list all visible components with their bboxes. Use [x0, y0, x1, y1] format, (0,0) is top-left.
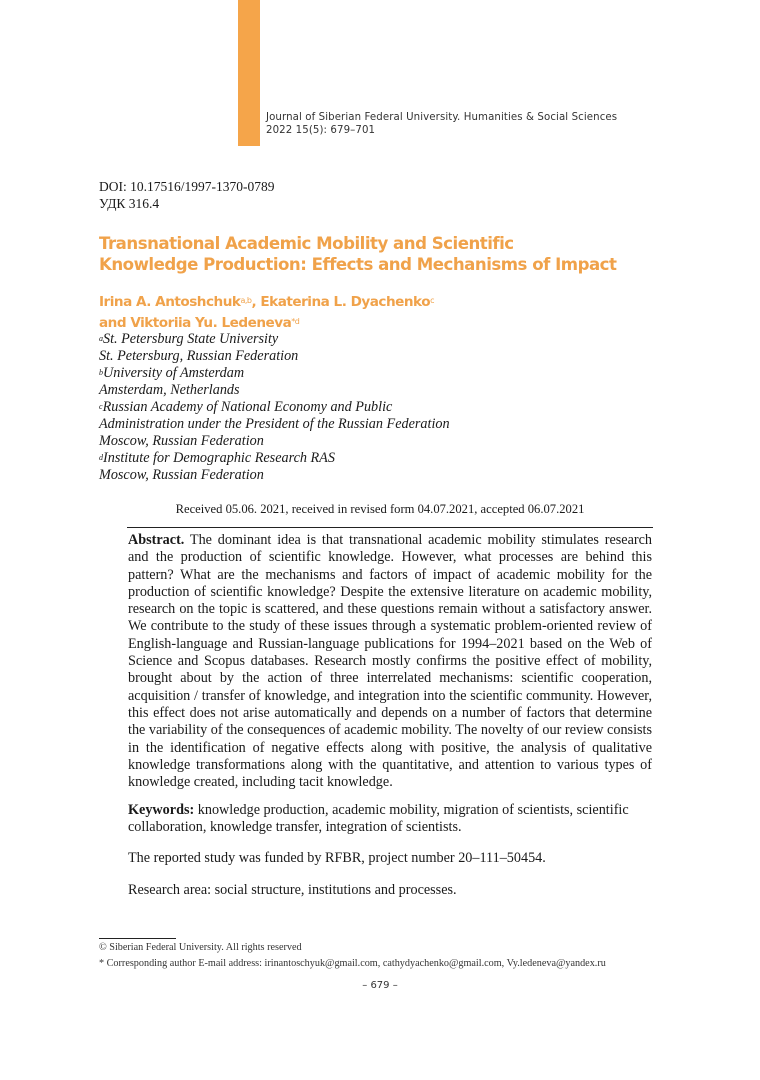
affil-text: Administration under the President of the Russian Federation — [99, 416, 450, 432]
affiliation-line — [99, 450, 450, 467]
author-name: and Viktoriia Yu. Ledeneva — [99, 315, 292, 331]
title-line-2: Knowledge Production: Effects and Mechanisms of Impact — [99, 255, 617, 274]
author-affil-mark: *d — [291, 317, 300, 326]
affil-mark: a — [99, 334, 103, 343]
affil-mark: d — [99, 453, 103, 462]
keywords-text: knowledge production, academic mobility, migration of scientists, scientific collaboration, knowledge transfer, integration of scientists. — [128, 802, 629, 836]
doi: DOI: 10.17516/1997-1370-0789 — [99, 179, 275, 194]
abstract-label: Abstract. — [128, 532, 185, 548]
affil-text: St. Petersburg, Russian Federation — [99, 348, 299, 364]
affiliation-line — [99, 467, 450, 484]
affiliation-line — [99, 433, 450, 450]
page-number: – 679 – — [362, 980, 398, 991]
journal-accent-bar — [238, 0, 260, 146]
abstract-divider — [127, 527, 653, 528]
affiliation-line — [99, 399, 450, 416]
affiliations — [99, 331, 450, 484]
affil-mark: b — [99, 368, 103, 377]
author-separator: , — [251, 294, 261, 310]
keywords — [128, 802, 652, 837]
abstract — [128, 532, 652, 791]
research-area: Research area: social structure, institutions and processes. — [128, 882, 457, 898]
affil-text: University of Amsterdam — [103, 365, 245, 381]
abstract-text: The dominant idea is that transnational academic mobility stimulates research and the production of scientific knowledge. However, what processes are behind this pattern? What are the mechanisms and factors of impact of academic mobility for the production of scientific knowledge? Despite the extensive literature on academic mobility, research on the topic is scattered, and these questions remain without a satisfactory answer. We contribute to the study of these issues through a systematic problem-oriented review of English-language and Russian-language publications for 1994–2021 based on the Web of Science and Scopus databases. Research mostly confirms the positive effect of mobility, brought about by the action of three interrelated mechanisms: scientific cooperation, acquisition / transfer of knowledge, and integration into the scientific community. However, this effect does not arise automatically and depends on a number of factors that determine the variability of the consequences of academic mobility. The novelty of our review consists in the identification of negative effects along with positive, the analysis of qualitative knowledge transformations along with the quantitative, and attention to various types of knowledge created, including tacit knowledge. — [128, 532, 652, 791]
journal-name: Journal of Siberian Federal University. Humanities & Social Sciences — [266, 112, 618, 123]
affil-text: St. Petersburg State University — [103, 331, 279, 347]
affil-mark: c — [99, 402, 103, 411]
footnote-divider — [99, 938, 176, 939]
article-meta — [99, 178, 275, 212]
affiliation-line — [99, 416, 450, 433]
udk: УДК 316.4 — [99, 196, 160, 211]
title-line-1: Transnational Academic Mobility and Scientific — [99, 234, 514, 253]
author-list — [99, 292, 434, 334]
affiliation-line — [99, 382, 450, 399]
affil-text: Russian Academy of National Economy and Public — [102, 399, 393, 415]
author-name: Irina A. Antoshchuk — [99, 294, 241, 310]
article-title — [99, 233, 616, 275]
affil-text: Moscow, Russian Federation — [99, 467, 264, 483]
author-affil-mark: a,b — [240, 296, 252, 305]
affiliation-line — [99, 348, 450, 365]
journal-issue: 2022 15(5): 679–701 — [266, 125, 376, 136]
author-name: Ekaterina L. Dyachenko — [260, 294, 431, 310]
affiliation-line — [99, 365, 450, 382]
affil-text: Moscow, Russian Federation — [99, 433, 264, 449]
affiliation-line — [99, 331, 450, 348]
keywords-label: Keywords: — [128, 802, 195, 818]
affil-text: Institute for Demographic Research RAS — [103, 450, 335, 466]
funding-note: The reported study was funded by RFBR, project number 20–111–50454. — [128, 850, 546, 866]
corresponding-author-footnote: * Corresponding author E-mail address: irinantoschyuk@gmail.com, cathydyachenko@gmail.com, Vy.ledeneva@yandex.ru — [99, 958, 606, 969]
journal-header — [266, 111, 617, 137]
affil-text: Amsterdam, Netherlands — [99, 382, 240, 398]
received-dates: Received 05.06. 2021, received in revised form 04.07.2021, accepted 06.07.2021 — [175, 502, 585, 516]
author-affil-mark: c — [430, 296, 434, 305]
copyright-footnote: © Siberian Federal University. All rights reserved — [99, 942, 302, 953]
